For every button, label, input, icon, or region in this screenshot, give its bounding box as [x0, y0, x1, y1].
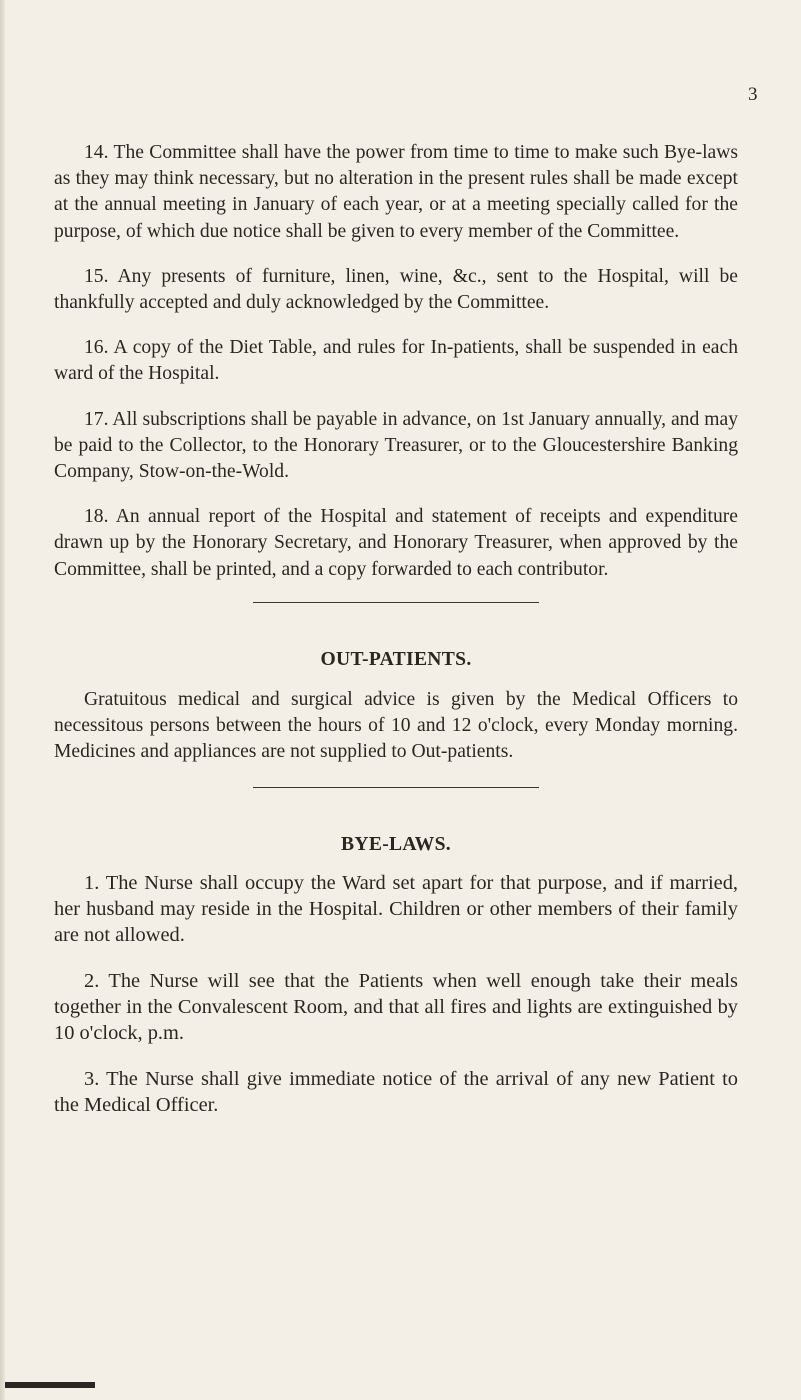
rule-number: 18.	[84, 506, 109, 528]
bye-law-text: The Nurse shall give immediate notice of the arrival of any new Patient to the Medical Officer.	[54, 1068, 738, 1117]
rule-15	[54, 264, 738, 316]
rule-text: All subscriptions shall be payable in advance, on 1st January annually, and may be paid to the Collector, to the Honorary Treasurer, or to the Gloucestershire Banking Company, Stow-on-the-Wold.	[54, 408, 739, 483]
bye-law-3	[54, 1066, 738, 1118]
bye-law-number: 1.	[84, 872, 100, 895]
rule-text: Any presents of furniture, linen, wine, &c., sent to the Hospital, will be thankfully accepted and duly acknowledged by the Committee.	[54, 265, 738, 314]
rule-17	[54, 407, 738, 486]
rule-text: The Committee shall have the power from time to time to make such Bye-laws as they may think necessary, but no alteration in the present rules shall be made except at the annual meeting in January of each year, or at a meeting specially called for the purpose, of which due notice shall be given to every member of the Committee.	[54, 142, 738, 242]
bye-law-number: 2.	[84, 970, 100, 993]
section-divider	[253, 602, 539, 603]
page-left-edge	[0, 0, 5, 1400]
rule-number: 14.	[84, 142, 109, 163]
rule-text: A copy of the Diet Table, and rules for In-patients, shall be suspended in each ward of the Hospital.	[54, 337, 738, 385]
page-edge-mark	[5, 1382, 95, 1388]
bye-laws-heading: BYE-LAWS.	[341, 834, 451, 856]
document-body	[54, 140, 738, 1138]
out-patients-heading: OUT-PATIENTS.	[320, 648, 472, 670]
out-patients-text: Gratuitous medical and surgical advice is given by the Medical Officers to necessitous persons between the hours of 10 and 12 o'clock, every Monday morning. Medicines and appliances are not supplied to Out-patients.	[54, 688, 738, 763]
bye-law-number: 3.	[84, 1068, 100, 1091]
out-patients-paragraph	[54, 687, 738, 766]
rule-16	[54, 335, 738, 387]
rule-14	[54, 140, 738, 245]
section-divider	[253, 787, 539, 788]
rule-number: 17.	[84, 408, 109, 430]
bye-law-2	[54, 968, 738, 1046]
bye-law-text: The Nurse shall occupy the Ward set apart for that purpose, and if married, her husband may reside in the Hospital. Children or other members of their family are not allowed.	[54, 872, 738, 947]
rule-number: 15.	[84, 265, 109, 287]
rule-number: 16.	[84, 337, 109, 359]
bye-law-1	[54, 870, 738, 948]
rule-18	[54, 504, 738, 583]
rule-text: An annual report of the Hospital and statement of receipts and expenditure drawn up by the Honorary Secretary, and Honorary Treasurer, when approved by the Committee, shall be printed, and a copy forwarded to each contributor.	[54, 506, 738, 580]
bye-law-text: The Nurse will see that the Patients when well enough take their meals together in the Convalescent Room, and that all fires and lights are extinguished by 10 o'clock, p.m.	[54, 970, 738, 1045]
page-number: 3	[748, 84, 758, 105]
